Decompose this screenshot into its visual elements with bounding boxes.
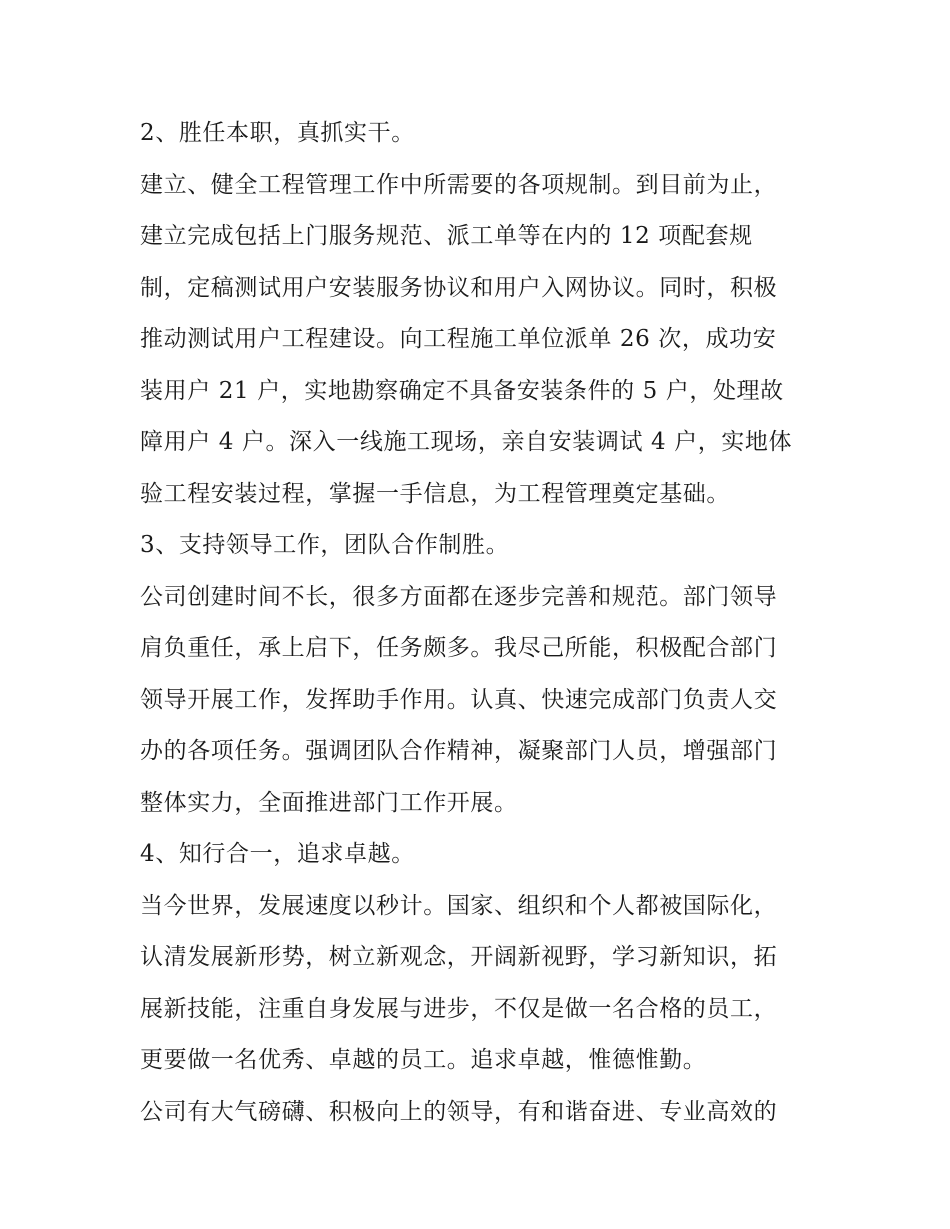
body-text-line: 肩负重任，承上启下，任务颇多。我尽己所能，积极配合部门: [140, 635, 778, 661]
body-text-line: 建立、健全工程管理工作中所需要的各项规制。到目前为止，: [140, 171, 778, 198]
body-text-line: 认清发展新形势，树立新观念，开阔新视野，学习新知识，拓: [140, 944, 778, 970]
body-text-line: 当今世界，发展速度以秒计。国家、组织和个人都被国际化，: [140, 892, 778, 919]
body-text-line: 推动测试用户工程建设。向工程施工单位派单 26 次，成功安: [140, 326, 777, 352]
body-text-line: 制，定稿测试用户安装服务协议和用户入网协议。同时，积极: [140, 274, 778, 301]
body-text-line: 建立完成包括上门服务规范、派工单等在内的 12 项配套规: [140, 223, 753, 249]
body-text-line: 更要做一名优秀、卓越的员工。追求卓越，惟德惟勤。: [140, 1047, 707, 1073]
body-text-line: 领导开展工作，发挥助手作用。认真、快速完成部门负责人交: [140, 686, 778, 713]
body-text-line: 办的各项任务。强调团队合作精神，凝聚部门人员，增强部门: [140, 738, 778, 764]
heading-section-4: 4、知行合一，追求卓越。: [140, 841, 415, 867]
heading-section-3: 3、支持领导工作，团队合作制胜。: [140, 532, 510, 558]
body-text-line: 验工程安装过程，掌握一手信息，为工程管理奠定基础。: [140, 480, 730, 507]
body-text-line: 公司有大气磅礴、积极向上的领导，有和谐奋进、专业高效的: [140, 1098, 778, 1125]
body-text-line: 公司创建时间不长，很多方面都在逐步完善和规范。部门领导: [140, 583, 778, 610]
body-text-line: 障用户 4 户。深入一线施工现场，亲自安装调试 4 户，实地体: [140, 429, 793, 455]
heading-section-2: 2、胜任本职，真抓实干。: [140, 120, 415, 146]
body-text-line: 整体实力，全面推进部门工作开展。: [140, 789, 518, 816]
body-text-line: 展新技能，注重自身发展与进步，不仅是做一名合格的员工，: [140, 995, 778, 1022]
document-body: [140, 108, 820, 1138]
body-text-line: 装用户 21 户，实地勘察确定不具备安装条件的 5 户，处理故: [140, 377, 784, 404]
